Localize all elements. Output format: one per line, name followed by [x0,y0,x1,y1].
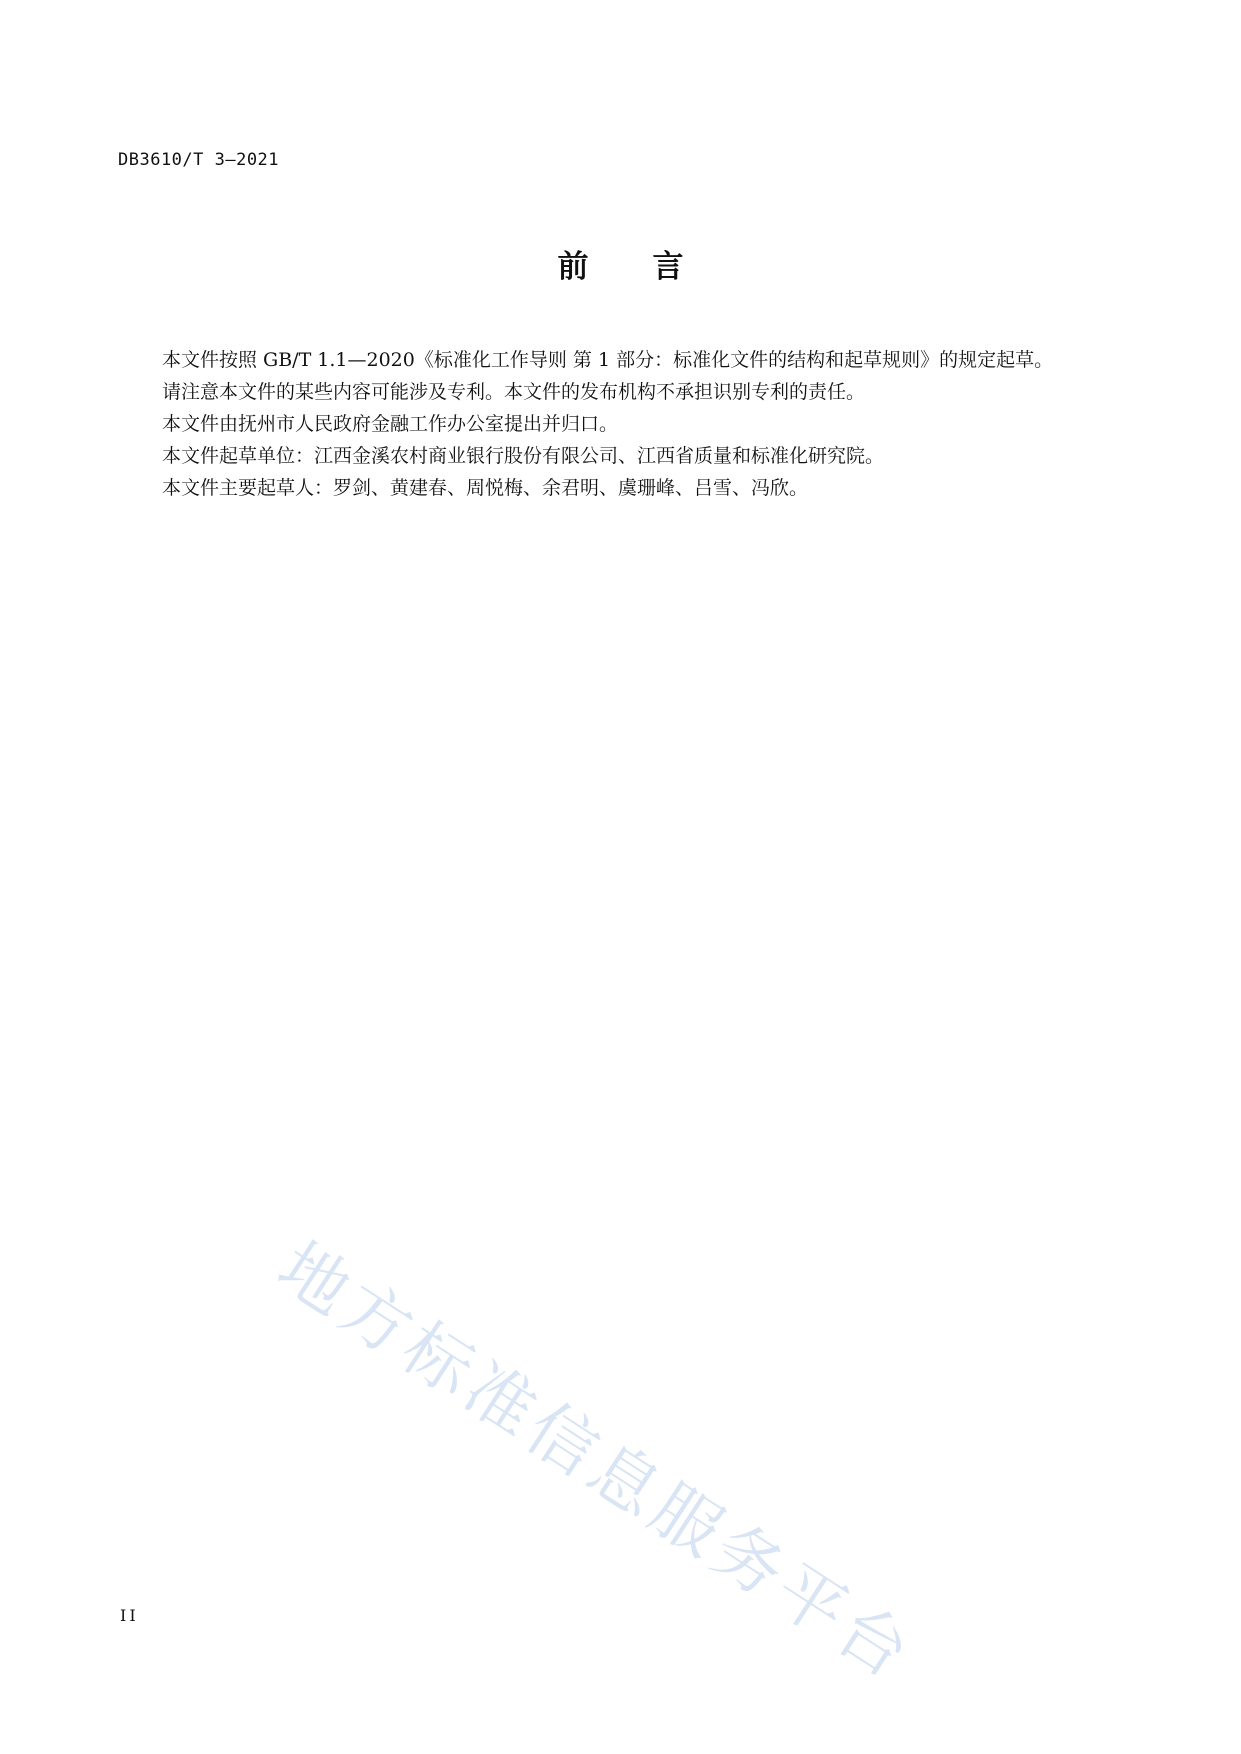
paragraph-drafters: 本文件主要起草人：罗剑、黄建春、周悦梅、余君明、虞珊峰、吕雪、冯欣。 [162,477,809,499]
page-title [0,241,1241,286]
title-part-1: 前 [557,249,589,285]
watermark: 地方标准信息服务平台 [263,1227,928,1697]
paragraph-standard-basis: 本文件按照 GB/T 1.1—2020《标准化工作导则 第 1 部分：标准化文件的结构和起草规则》的规定起草。 [162,349,1054,371]
paragraph-drafting-units: 本文件起草单位：江西金溪农村商业银行股份有限公司、江西省质量和标准化研究院。 [162,445,885,467]
title-part-2: 言 [652,249,684,285]
foreword-body [120,344,1100,504]
page-number: II [120,1606,139,1625]
paragraph-proposer: 本文件由抚州市人民政府金融工作办公室提出并归口。 [162,413,619,435]
document-code: DB3610/T 3—2021 [118,150,280,170]
paragraph-patent-notice: 请注意本文件的某些内容可能涉及专利。本文件的发布机构不承担识别专利的责任。 [162,381,866,403]
